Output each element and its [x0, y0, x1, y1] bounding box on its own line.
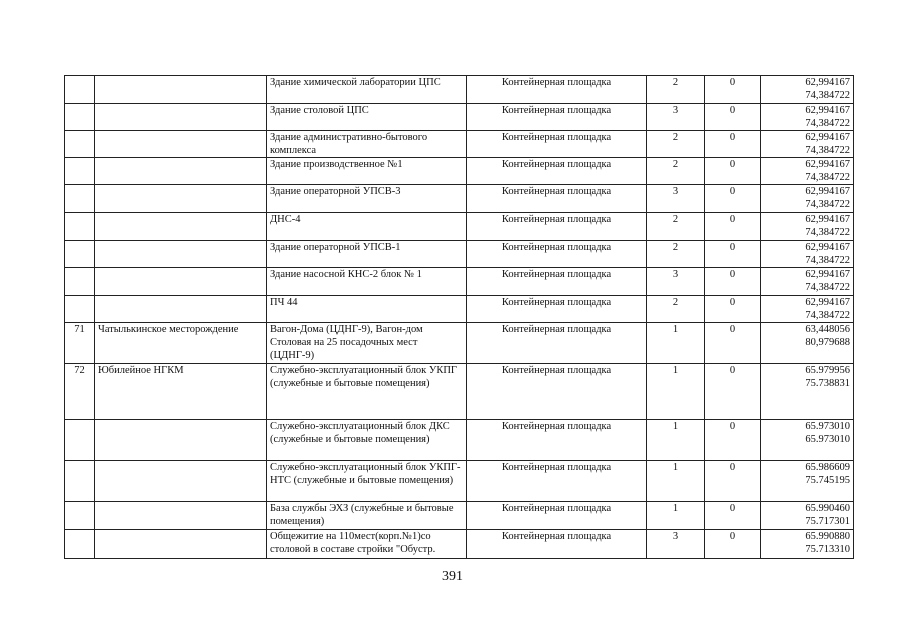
field-name-cell: Юбилейное НГКМ: [95, 364, 267, 420]
coordinates-cell: [761, 241, 854, 268]
row-number-cell: 71: [65, 323, 95, 364]
zero-value-cell: 0: [705, 502, 761, 530]
row-number-cell: [65, 530, 95, 559]
table-row: [65, 296, 854, 323]
zero-value-cell: 0: [705, 530, 761, 559]
object-name-cell: Здание операторной УПСВ-3: [267, 185, 467, 213]
zero-value-cell: 0: [705, 296, 761, 323]
coordinates-cell: [761, 530, 854, 559]
row-number-cell: [65, 241, 95, 268]
table-row: [65, 364, 854, 420]
longitude-value: 65.973010: [805, 434, 850, 445]
container-count-cell: 1: [647, 323, 705, 364]
table-row: [65, 268, 854, 296]
container-count-cell: 2: [647, 158, 705, 185]
object-name-cell: ПЧ 44: [267, 296, 467, 323]
row-number-cell: [65, 268, 95, 296]
latitude-value: 65.990460: [805, 503, 850, 514]
site-type-cell: Контейнерная площадка: [467, 213, 647, 241]
table-row: [65, 502, 854, 530]
row-number-cell: [65, 131, 95, 158]
object-name-cell: База службы ЭХЗ (служебные и бытовые помещения): [267, 502, 467, 530]
container-count-cell: 1: [647, 420, 705, 461]
object-name-cell: Здание столовой ЦПС: [267, 104, 467, 131]
latitude-value: 62,994167: [805, 269, 850, 280]
coordinates-cell: [761, 213, 854, 241]
coordinates-cell: [761, 461, 854, 502]
container-count-cell: 1: [647, 461, 705, 502]
field-name-cell: [95, 104, 267, 131]
object-name-cell: Вагон-Дома (ЦДНГ-9), Вагон-дом Столовая на 25 посадочных мест (ЦДНГ-9): [267, 323, 467, 364]
container-count-cell: 1: [647, 364, 705, 420]
coordinates-cell: [761, 158, 854, 185]
object-name-cell: Здание операторной УПСВ-1: [267, 241, 467, 268]
site-type-cell: Контейнерная площадка: [467, 158, 647, 185]
latitude-value: 62,994167: [805, 214, 850, 225]
zero-value-cell: 0: [705, 241, 761, 268]
table-row: [65, 461, 854, 502]
coordinates-cell: [761, 185, 854, 213]
site-type-cell: Контейнерная площадка: [467, 323, 647, 364]
longitude-value: 74,384722: [805, 227, 850, 238]
longitude-value: 80,979688: [805, 337, 850, 348]
field-name-cell: [95, 241, 267, 268]
field-name-cell: [95, 158, 267, 185]
longitude-value: 74,384722: [805, 172, 850, 183]
zero-value-cell: 0: [705, 158, 761, 185]
row-number-cell: [65, 461, 95, 502]
longitude-value: 74,384722: [805, 199, 850, 210]
latitude-value: 62,994167: [805, 159, 850, 170]
container-count-cell: 3: [647, 530, 705, 559]
zero-value-cell: 0: [705, 461, 761, 502]
field-name-cell: [95, 268, 267, 296]
coordinates-cell: [761, 364, 854, 420]
object-name-cell: Служебно-эксплуатационный блок УКПГ (служебные и бытовые помещения): [267, 364, 467, 420]
object-name-cell: Здание насосной КНС-2 блок № 1: [267, 268, 467, 296]
object-name-cell: Общежитие на 110мест(корп.№1)со столовой в составе стройки "Обустр.: [267, 530, 467, 559]
longitude-value: 74,384722: [805, 310, 850, 321]
site-type-cell: Контейнерная площадка: [467, 364, 647, 420]
container-count-cell: 2: [647, 296, 705, 323]
latitude-value: 63,448056: [805, 324, 850, 335]
object-name-cell: ДНС-4: [267, 213, 467, 241]
table-row: [65, 241, 854, 268]
coordinates-cell: [761, 131, 854, 158]
page-number: 391: [442, 569, 463, 584]
zero-value-cell: 0: [705, 213, 761, 241]
container-count-cell: 2: [647, 76, 705, 104]
zero-value-cell: 0: [705, 185, 761, 213]
object-name-cell: Здание химической лаборатории ЦПС: [267, 76, 467, 104]
longitude-value: 75.738831: [805, 378, 850, 389]
site-type-cell: Контейнерная площадка: [467, 296, 647, 323]
latitude-value: 62,994167: [805, 77, 850, 88]
table-row: [65, 213, 854, 241]
field-name-cell: [95, 420, 267, 461]
zero-value-cell: 0: [705, 268, 761, 296]
coordinates-cell: [761, 502, 854, 530]
field-name-cell: [95, 213, 267, 241]
site-type-cell: Контейнерная площадка: [467, 131, 647, 158]
longitude-value: 75.713310: [805, 544, 850, 555]
row-number-cell: [65, 502, 95, 530]
container-count-cell: 1: [647, 502, 705, 530]
row-number-cell: [65, 76, 95, 104]
latitude-value: 65.986609: [805, 462, 850, 473]
latitude-value: 62,994167: [805, 105, 850, 116]
site-type-cell: Контейнерная площадка: [467, 530, 647, 559]
site-type-cell: Контейнерная площадка: [467, 185, 647, 213]
site-type-cell: Контейнерная площадка: [467, 461, 647, 502]
site-type-cell: Контейнерная площадка: [467, 502, 647, 530]
table-row: [65, 104, 854, 131]
coordinates-cell: [761, 420, 854, 461]
zero-value-cell: 0: [705, 420, 761, 461]
table-row: [65, 131, 854, 158]
field-name-cell: [95, 461, 267, 502]
latitude-value: 62,994167: [805, 132, 850, 143]
field-name-cell: [95, 185, 267, 213]
latitude-value: 62,994167: [805, 186, 850, 197]
register-table: [64, 75, 854, 559]
table-row: [65, 158, 854, 185]
zero-value-cell: 0: [705, 76, 761, 104]
container-count-cell: 2: [647, 131, 705, 158]
table-row: [65, 323, 854, 364]
longitude-value: 74,384722: [805, 282, 850, 293]
site-type-cell: Контейнерная площадка: [467, 268, 647, 296]
object-name-cell: Здание производственное №1: [267, 158, 467, 185]
site-type-cell: Контейнерная площадка: [467, 76, 647, 104]
field-name-cell: Чатылькинское месторождение: [95, 323, 267, 364]
container-count-cell: 2: [647, 213, 705, 241]
container-count-cell: 3: [647, 104, 705, 131]
coordinates-cell: [761, 323, 854, 364]
field-name-cell: [95, 502, 267, 530]
zero-value-cell: 0: [705, 104, 761, 131]
object-name-cell: Служебно-эксплуатационный блок ДКС (служебные и бытовые помещения): [267, 420, 467, 461]
site-type-cell: Контейнерная площадка: [467, 420, 647, 461]
row-number-cell: [65, 213, 95, 241]
table-row: [65, 185, 854, 213]
table-row: [65, 76, 854, 104]
latitude-value: 62,994167: [805, 297, 850, 308]
site-type-cell: Контейнерная площадка: [467, 241, 647, 268]
row-number-cell: 72: [65, 364, 95, 420]
row-number-cell: [65, 104, 95, 131]
zero-value-cell: 0: [705, 131, 761, 158]
zero-value-cell: 0: [705, 323, 761, 364]
longitude-value: 75.717301: [805, 516, 850, 527]
site-type-cell: Контейнерная площадка: [467, 104, 647, 131]
latitude-value: 62,994167: [805, 242, 850, 253]
latitude-value: 65.979956: [805, 365, 850, 376]
latitude-value: 65.990880: [805, 531, 850, 542]
longitude-value: 74,384722: [805, 255, 850, 266]
container-count-cell: 3: [647, 185, 705, 213]
row-number-cell: [65, 420, 95, 461]
latitude-value: 65.973010: [805, 421, 850, 432]
field-name-cell: [95, 296, 267, 323]
field-name-cell: [95, 131, 267, 158]
register-body: [65, 76, 854, 559]
coordinates-cell: [761, 76, 854, 104]
coordinates-cell: [761, 268, 854, 296]
table-row: [65, 420, 854, 461]
row-number-cell: [65, 296, 95, 323]
object-name-cell: Служебно-эксплуатационный блок УКПГ-НТС (служебные и бытовые помещения): [267, 461, 467, 502]
row-number-cell: [65, 185, 95, 213]
field-name-cell: [95, 530, 267, 559]
longitude-value: 75.745195: [805, 475, 850, 486]
coordinates-cell: [761, 296, 854, 323]
row-number-cell: [65, 158, 95, 185]
object-name-cell: Здание административно-бытового комплекса: [267, 131, 467, 158]
longitude-value: 74,384722: [805, 145, 850, 156]
table-row: [65, 530, 854, 559]
longitude-value: 74,384722: [805, 118, 850, 129]
container-count-cell: 3: [647, 268, 705, 296]
coordinates-cell: [761, 104, 854, 131]
field-name-cell: [95, 76, 267, 104]
longitude-value: 74,384722: [805, 90, 850, 101]
container-count-cell: 2: [647, 241, 705, 268]
zero-value-cell: 0: [705, 364, 761, 420]
